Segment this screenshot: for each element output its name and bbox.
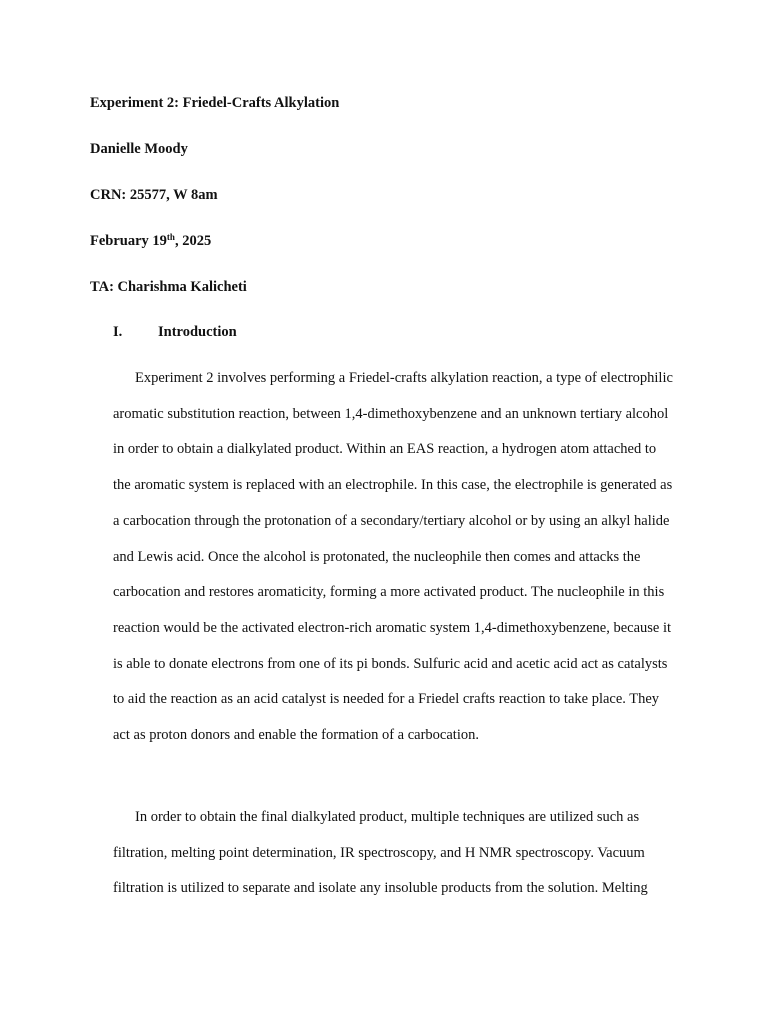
section-number: I. [113,324,123,340]
date-year: , 2025 [174,233,212,249]
section-heading [113,323,237,341]
experiment-title: Experiment 2: Friedel-Crafts Alkylation [90,95,340,111]
intro-paragraph-1: Experiment 2 involves performing a Friedel-crafts alkylation reaction, a type of electrophilic aromatic substitution reaction, between 1,4-dimethoxybenzene and an unknown tertiary alcohol in order to obtain a dialkylated product. Within an EAS reaction, a hydrogen atom attached to the aromatic system is replaced with an electrophile. In this case, the electrophile is generated as a carbocation through the protonation of a secondary/tertiary alcohol or by using an alkyl halide and Lewis acid. Once the alcohol is protonated, the nucleophile then comes and attacks the carbocation and restores aromaticity, forming a more activated product. The nucleophile in this reaction would be the activated electron-rich aromatic system 1,4-dimethoxybenzene, because it is able to donate electrons from one of its pi bonds. Sulfuric acid and acetic acid act as catalysts to aid the reaction as an acid catalyst is needed for a Friedel crafts reaction to take place. They act as proton donors and enable the formation of a carbocation. [113,370,673,744]
teaching-assistant: TA: Charishma Kalicheti [90,279,247,295]
date-month-day: February 19 [90,233,167,249]
section-title: Introduction [158,324,237,340]
author-name: Danielle Moody [90,141,188,157]
course-crn: CRN: 25577, W 8am [90,187,218,203]
report-date [90,232,211,250]
intro-paragraph-2: In order to obtain the final dialkylated product, multiple techniques are utilized such as filtration, melting point determination, IR spectroscopy, and H NMR spectroscopy. Vacuum filtration is utilized to separate and isolate any insoluble products from the solution. Melting [113,809,648,897]
date-ordinal-suffix: th [166,232,175,242]
